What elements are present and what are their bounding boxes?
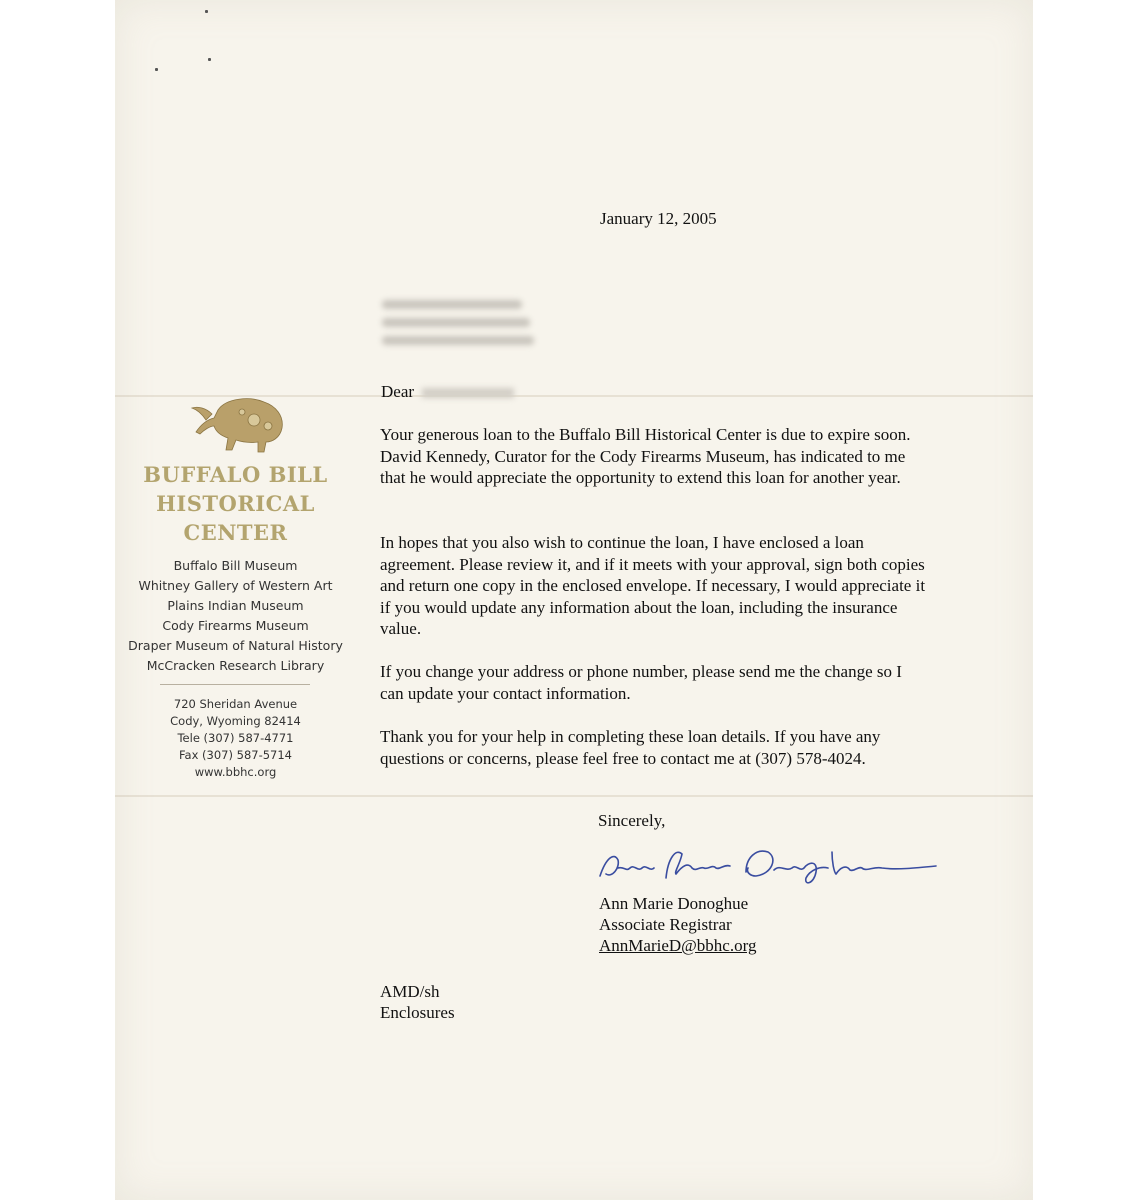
museum-list [118,556,353,676]
paragraph: If you change your address or phone number, please send me the change so I can update your contact information. [380,662,902,703]
organization-name [118,460,353,547]
salutation [381,382,514,402]
footer-notes [380,981,455,1023]
signer-title: Associate Registrar [599,915,732,934]
paper-speck [155,68,158,71]
museum-item: Draper Museum of Natural History [128,638,343,653]
paper-speck [208,58,211,61]
handwritten-signature [596,838,941,888]
museum-item: Plains Indian Museum [167,598,304,613]
address-line: 720 Sheridan Avenue [173,697,298,711]
fold-line [115,795,1033,797]
salutation-text: Dear [381,382,415,401]
signer-name: Ann Marie Donoghue [599,894,749,913]
paragraph: Thank you for your help in completing these loan details. If you have any questions or concerns, please feel free to contact me at (307) 578-4024. [380,727,881,768]
address-line: Cody, Wyoming 82414 [170,714,301,728]
paragraph: Your generous loan to the Buffalo Bill Historical Center is due to expire soon. David Kennedy, Curator for the Cody Firearms Museum, has indicated to me that he would appreciate the opportunity to extend this loan for another year. [380,425,911,487]
fax-line: Fax (307) 587-5714 [178,748,292,762]
buffalo-icon [188,390,294,456]
website-line: www.bbhc.org [194,765,277,779]
org-name-line: CENTER [183,520,288,545]
redacted-name [422,388,514,398]
redacted-line [382,336,534,345]
recipient-address-redacted [382,292,532,372]
letterhead-address [118,696,353,781]
redacted-line [382,318,530,327]
redacted-line [382,300,522,309]
museum-item: Whitney Gallery of Western Art [138,578,333,593]
letter-date: January 12, 2005 [600,209,717,228]
closing: Sincerely, [598,811,666,830]
phone-line: Tele (307) 587-4771 [177,731,294,745]
org-name-line: BUFFALO BILL [143,462,328,487]
letterhead-divider [160,684,310,685]
paper-speck [205,10,208,13]
initials: AMD/sh [380,982,440,1001]
paragraph: In hopes that you also wish to continue the loan, I have enclosed a loan agreement. Please review it, and if it meets with your approval, sign both copies and return one copy in the enclosed envelope. If necessary, I would appreciate it if you would update any information about the loan, including the insurance value. [380,533,926,638]
museum-item: Cody Firearms Museum [162,618,309,633]
signer-email-link[interactable]: AnnMarieD@bbhc.org [599,936,757,955]
org-name-line: HISTORICAL [156,491,315,516]
museum-item: Buffalo Bill Museum [173,558,298,573]
signer-block [599,893,756,956]
enclosures-note: Enclosures [380,1003,455,1022]
museum-item: McCracken Research Library [146,658,325,673]
